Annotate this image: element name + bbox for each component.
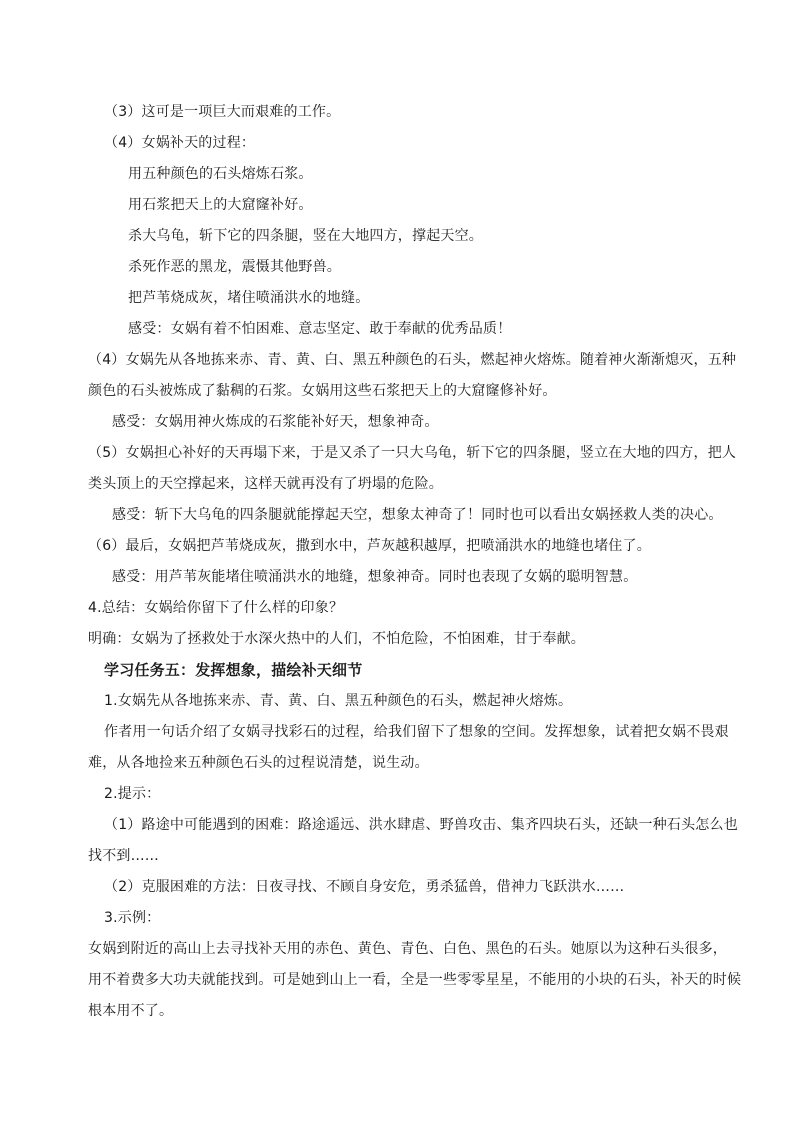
text-line: 感受：女娲有着不怕困难、意志坚定、敢于奉献的优秀品质！	[128, 321, 512, 337]
text-line: 感受：用芦苇灰能堵住喷涌洪水的地缝，想象神奇。同时也表现了女娲的聪明智慧。	[112, 569, 638, 585]
text-line: （1）路途中可能遇到的困难：路途遥远、洪水肆虐、野兽攻击、集齐四块石头，还缺一种石头怎么也	[104, 817, 738, 833]
text-line: 感受：女娲用神火炼成的石浆能补好天，想象神奇。	[112, 414, 439, 430]
text-line: 根本用不了。	[88, 1003, 174, 1019]
text-line: 明确：女娲为了拯救处于水深火热中的人们，不怕危险，不怕困难，甘于奉献。	[88, 631, 585, 647]
text-line: 1.女娲先从各地拣来赤、青、黄、白、黑五种颜色的石头，燃起神火熔炼。	[104, 693, 573, 709]
text-line: 颜色的石头被炼成了黏稠的石浆。女娲用这些石浆把天上的大窟窿修补好。	[88, 383, 557, 399]
text-line: 难，从各地捡来五种颜色石头的过程说清楚，说生动。	[88, 755, 429, 771]
text-line: 把芦苇烧成灰，堵住喷涌洪水的地缝。	[128, 290, 370, 306]
text-line: 感受：斩下大乌龟的四条腿就能撑起天空，想象太神奇了！同时也可以看出女娲拯救人类的决心。	[112, 507, 723, 523]
text-line: 杀死作恶的黑龙，震慑其他野兽。	[128, 259, 341, 275]
text-line: 用不着费多大功夫就能找到。可是她到山上一看，全是一些零零星星，不能用的小块的石头，补天的时候	[88, 972, 742, 988]
text-line: 类头顶上的天空撑起来，这样天就再没有了坍塌的危险。	[88, 476, 443, 492]
text-line: 2.提示：	[104, 786, 161, 802]
text-line: 用五种颜色的石头熔炼石浆。	[128, 166, 313, 182]
text-line: 4.总结：女娲给你留下了什么样的印象？	[88, 600, 344, 616]
text-line: （4）女娲补天的过程：	[104, 135, 256, 151]
text-line: （4）女娲先从各地拣来赤、青、黄、白、黑五种颜色的石头，燃起神火熔炼。随着神火渐渐熄灭，五种	[88, 352, 737, 368]
text-line: 找不到……	[88, 848, 159, 864]
text-line: 用石浆把天上的大窟窿补好。	[128, 197, 313, 213]
text-line: 杀大乌龟，斩下它的四条腿，竖在大地四方，撑起天空。	[128, 228, 483, 244]
text-line: 3.示例：	[104, 910, 161, 926]
text-line: （3）这可是一项巨大而艰难的工作。	[104, 104, 341, 120]
text-line: 女娲到附近的高山上去寻找补天用的赤色、黄色、青色、白色、黑色的石头。她原以为这种石头很多，	[88, 941, 727, 957]
section-heading: 学习任务五：发挥想象，描绘补天细节	[104, 661, 363, 679]
text-line: （2）克服困难的方法：日夜寻找、不顾自身安危，勇杀猛兽，借神力飞跃洪水……	[104, 879, 625, 895]
text-line: 作者用一句话介绍了女娲寻找彩石的过程，给我们留下了想象的空间。发挥想象，试着把女娲不畏艰	[104, 724, 729, 740]
text-line: （5）女娲担心补好的天再塌下来，于是又杀了一只大乌龟，斩下它的四条腿，竖立在大地的四方，把人	[88, 445, 737, 461]
text-line: （6）最后，女娲把芦苇烧成灰，撒到水中，芦灰越积越厚，把喷涌洪水的地缝也堵住了。	[88, 538, 651, 554]
